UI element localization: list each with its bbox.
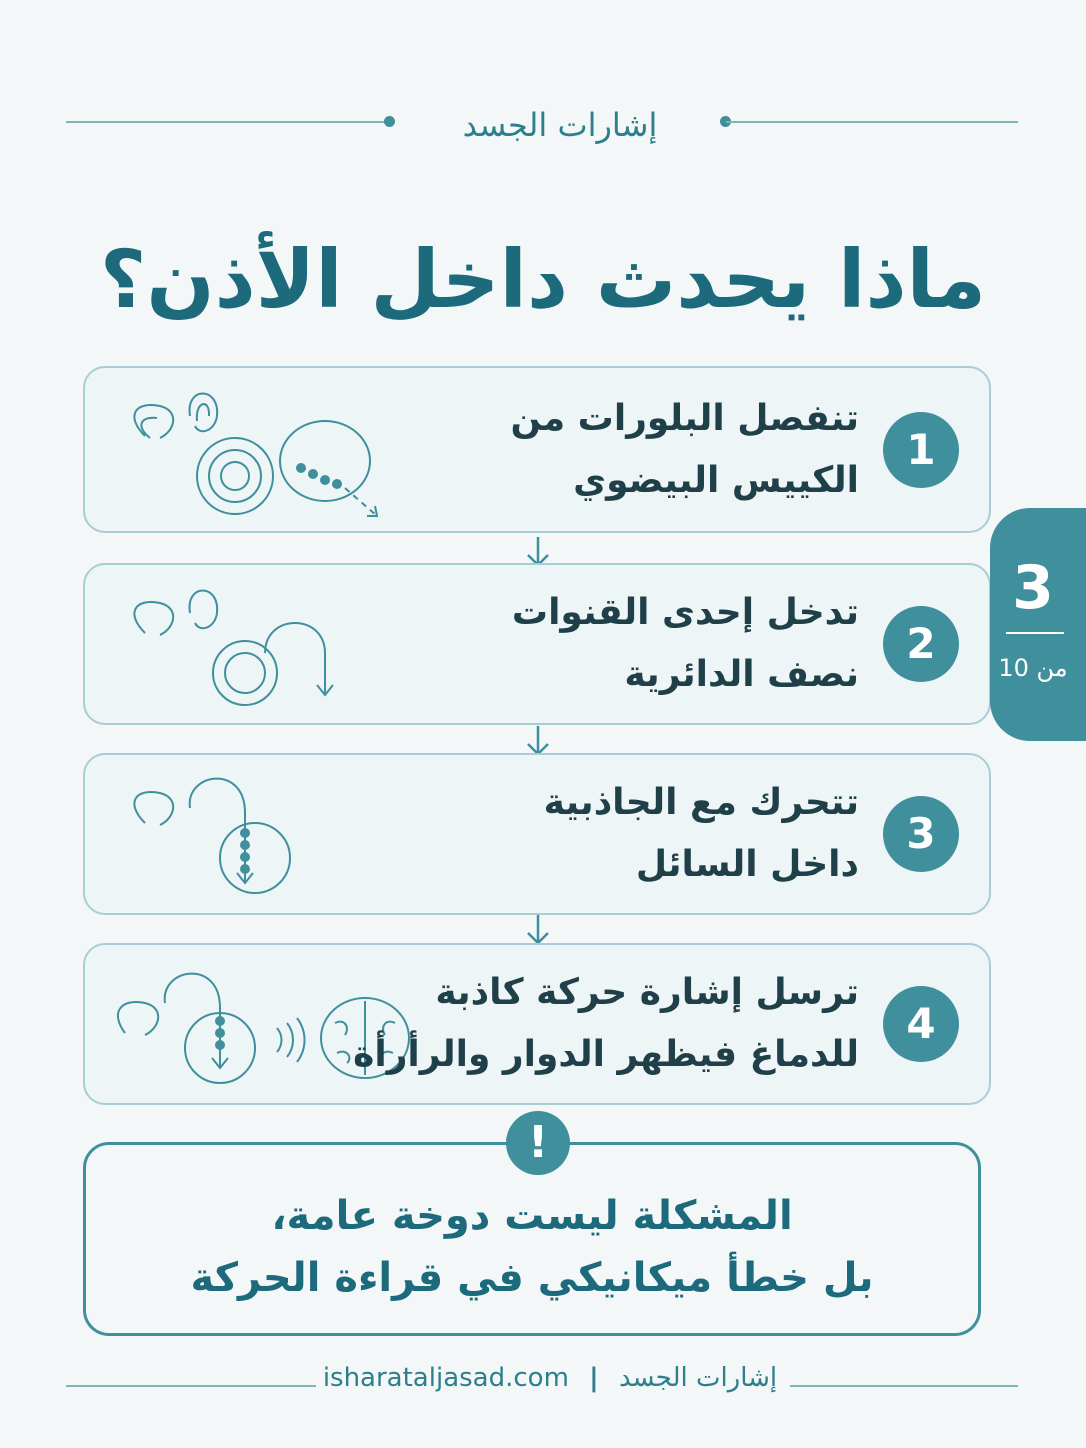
step-number-3: 3 <box>883 796 959 872</box>
footer-rule-left <box>66 1385 316 1387</box>
header-rule-left <box>66 121 388 123</box>
footer-url[interactable]: isharataljasad.com <box>322 1363 569 1393</box>
alert-line-1: المشكلة ليست دوخة عامة، <box>271 1193 793 1239</box>
step-number-2: 2 <box>883 606 959 682</box>
step-card-1 <box>83 366 991 533</box>
step-number-1: 1 <box>883 412 959 488</box>
step-card-4 <box>83 943 991 1105</box>
step-1-line-2: الكييس البيضوي <box>573 459 859 501</box>
step-3-line-2: داخل السائل <box>635 844 859 885</box>
alert-line-2: بل خطأ ميكانيكي في قراءة الحركة <box>190 1255 874 1301</box>
footer-separator: | <box>589 1363 599 1393</box>
step-2-line-1: تدخل إحدى القنوات <box>511 592 859 633</box>
header-rule-right <box>726 121 1018 123</box>
step-4-line-1: ترسل إشارة حركة كاذبة <box>435 972 859 1013</box>
header-dot-left <box>384 116 395 127</box>
step-card-2 <box>83 563 991 725</box>
down-arrow-icon <box>524 913 552 947</box>
step-2-line-2: نصف الدائرية <box>624 654 859 695</box>
page-indicator-current: 3 <box>1012 553 1054 623</box>
page-indicator-total: من 10 <box>998 654 1068 682</box>
page-indicator-divider <box>1006 632 1064 634</box>
exclamation-icon: ! <box>506 1111 570 1175</box>
footer-brand: إشارات الجسد <box>618 1363 778 1393</box>
page-indicator-tab <box>990 508 1086 741</box>
step-card-3 <box>83 753 991 915</box>
step-number-4: 4 <box>883 986 959 1062</box>
header-brand: إشارات الجسد <box>462 106 658 144</box>
step-3-line-1: تتحرك مع الجاذبية <box>543 782 859 823</box>
footer-rule-right <box>790 1385 1018 1387</box>
step-1-line-1: تنفصل البلورات من <box>510 397 859 439</box>
page-title: ماذا يحدث داخل الأذن؟ <box>99 233 987 326</box>
step-4-line-2: للدماغ فيظهر الدوار والرأرأة <box>353 1034 859 1075</box>
footer <box>300 1358 800 1398</box>
